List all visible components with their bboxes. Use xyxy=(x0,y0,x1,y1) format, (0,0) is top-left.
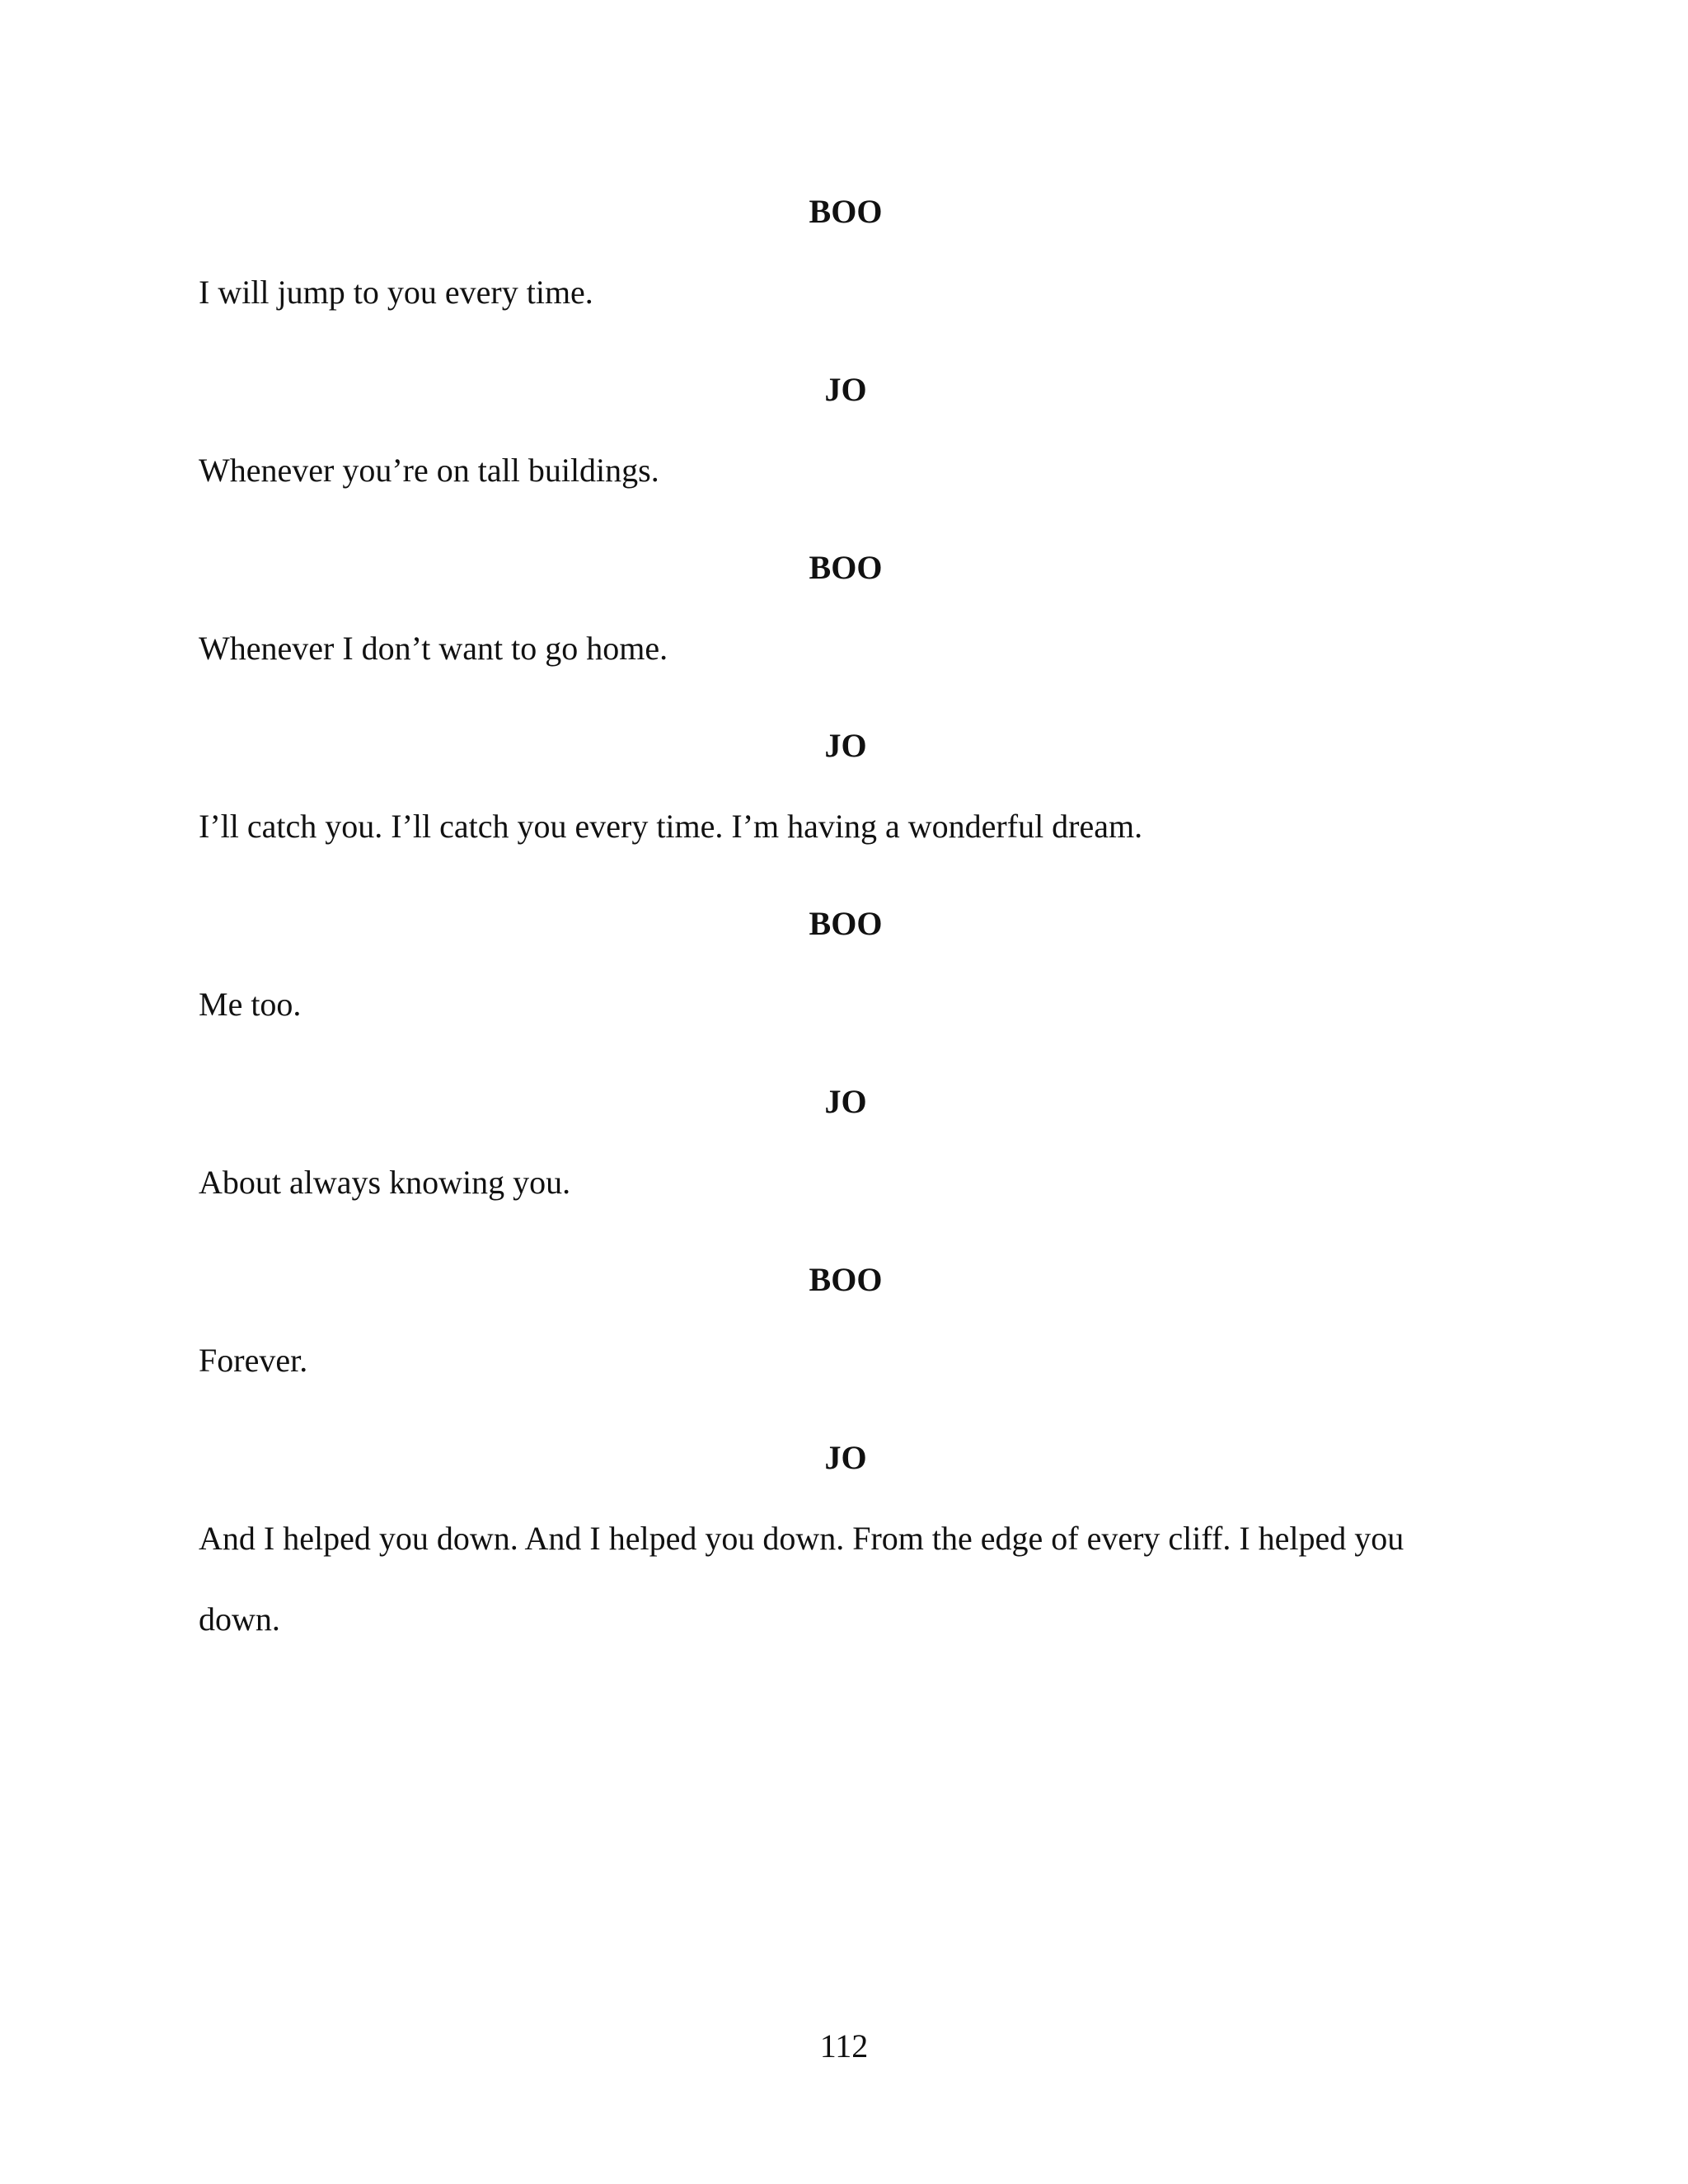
dialogue-line: I will jump to you every time. xyxy=(199,274,593,311)
page-number: 112 xyxy=(819,2027,869,2064)
dialogue-line: I’ll catch you. I’ll catch you every time. I’m having a wonderful dream. xyxy=(199,808,1143,845)
dialogue-line: Whenever I don’t want to go home. xyxy=(199,630,668,667)
speaker-name: JO xyxy=(824,1083,867,1120)
speaker-name: JO xyxy=(824,727,867,764)
dialogue-block xyxy=(199,907,1493,1045)
dialogue-block xyxy=(199,1085,1493,1223)
speaker-name: BOO xyxy=(809,193,883,230)
dialogue-block xyxy=(199,195,1493,333)
dialogue-line: Whenever you’re on tall buildings. xyxy=(199,452,659,489)
dialogue-block xyxy=(199,551,1493,689)
speaker-name: BOO xyxy=(809,549,883,586)
script-body xyxy=(199,195,1493,1700)
speaker-name: JO xyxy=(824,371,867,408)
dialogue-line: And I helped you down. And I helped you down. From the edge of every cliff. I helped you down. xyxy=(199,1520,1404,1638)
speaker-name: BOO xyxy=(809,1261,883,1298)
dialogue-line: About always knowing you. xyxy=(199,1164,571,1201)
speaker-name: BOO xyxy=(809,905,883,942)
dialogue-line: Me too. xyxy=(199,986,302,1023)
dialogue-block xyxy=(199,1441,1493,1660)
speaker-name: JO xyxy=(824,1439,867,1476)
dialogue-block xyxy=(199,729,1493,867)
dialogue-block xyxy=(199,373,1493,511)
dialogue-line: Forever. xyxy=(199,1342,308,1379)
dialogue-block xyxy=(199,1263,1493,1401)
